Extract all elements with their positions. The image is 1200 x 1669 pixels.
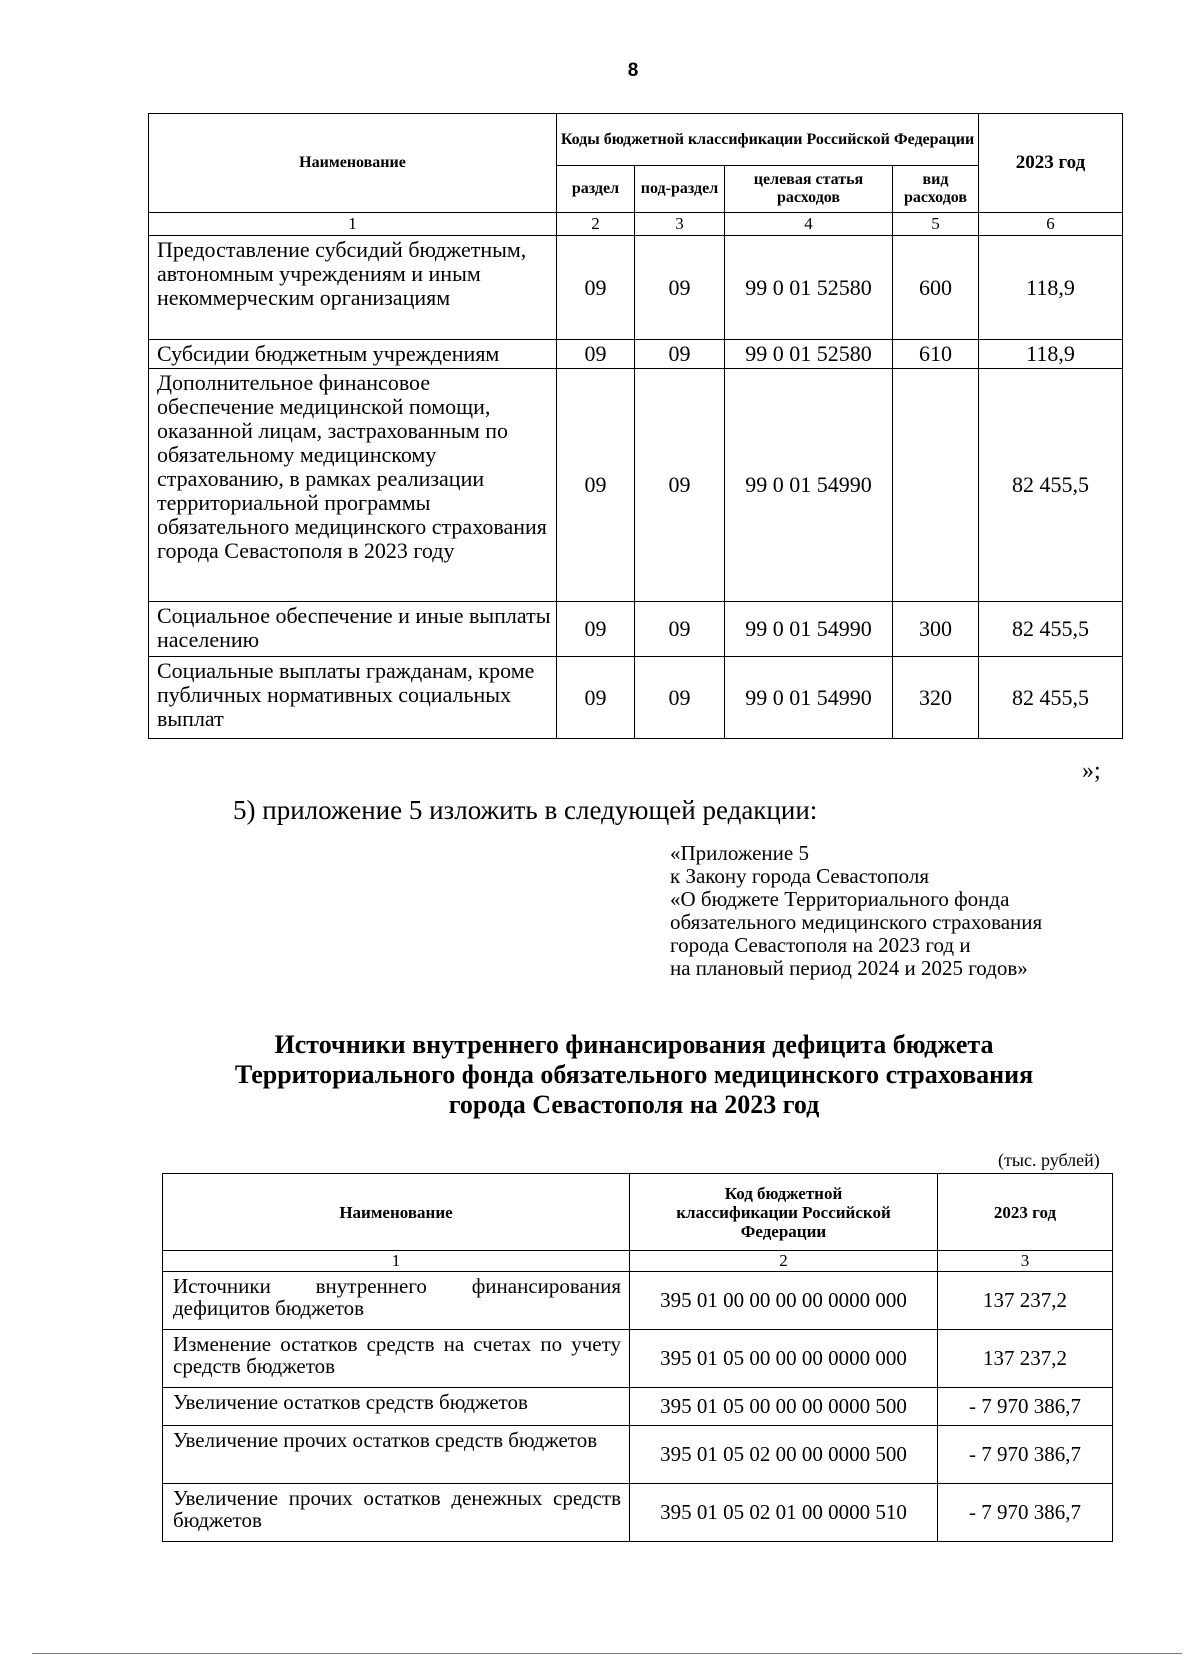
appendix-reference bbox=[670, 842, 1042, 980]
table-row bbox=[149, 602, 1123, 657]
column-number: 5 bbox=[893, 213, 979, 236]
header-codes-group: Коды бюджетной классификации Российской Федерации bbox=[557, 114, 979, 166]
row-name: Социальное обеспечение и иные выплаты населению bbox=[149, 602, 557, 657]
row-article: 99 0 01 54990 bbox=[725, 369, 893, 602]
row-name: Изменение остатков средств на счетах по учету средств бюджетов bbox=[163, 1330, 630, 1388]
row-type: 300 bbox=[893, 602, 979, 657]
row-type: 320 bbox=[893, 657, 979, 739]
row-name: Увеличение остатков средств бюджетов bbox=[163, 1388, 630, 1426]
row-type: 600 bbox=[893, 236, 979, 340]
row-article: 99 0 01 52580 bbox=[725, 340, 893, 369]
table-row bbox=[149, 236, 1123, 340]
header-expense-type: вид расходов bbox=[893, 166, 979, 213]
heading-line: Территориального фонда обязательного медицинского страхования bbox=[234, 1060, 1034, 1089]
row-amount: 137 237,2 bbox=[938, 1330, 1113, 1388]
row-code: 395 01 05 00 00 00 0000 000 bbox=[630, 1330, 938, 1388]
column-number: 1 bbox=[149, 213, 557, 236]
row-name: Увеличение прочих остатков средств бюджетов bbox=[163, 1426, 630, 1484]
row-code: 395 01 05 02 01 00 0000 510 bbox=[630, 1484, 938, 1542]
appendix-line: города Севастополя на 2023 год и bbox=[670, 933, 971, 957]
row-subsection: 09 bbox=[635, 340, 725, 369]
row-name: Увеличение прочих остатков денежных средств бюджетов bbox=[163, 1484, 630, 1542]
row-amount: 82 455,5 bbox=[979, 657, 1123, 739]
table-row bbox=[149, 369, 1123, 602]
column-number: 4 bbox=[725, 213, 893, 236]
table-row bbox=[149, 657, 1123, 739]
financing-sources-table bbox=[162, 1173, 1113, 1542]
row-amount: - 7 970 386,7 bbox=[938, 1484, 1113, 1542]
row-subsection: 09 bbox=[635, 236, 725, 340]
column-number: 2 bbox=[630, 1251, 938, 1272]
row-amount: 118,9 bbox=[979, 236, 1123, 340]
column-number: 3 bbox=[938, 1251, 1113, 1272]
row-name: Социальные выплаты гражданам, кроме публичных нормативных социальных выплат bbox=[149, 657, 557, 739]
header-target-article: целевая статья расходов bbox=[725, 166, 893, 213]
row-section: 09 bbox=[557, 602, 635, 657]
appendix-line: обязательного медицинского страхования bbox=[670, 910, 1043, 934]
heading-line: города Севастополя на 2023 год bbox=[448, 1090, 820, 1119]
table-row bbox=[149, 340, 1123, 369]
header-year: 2023 год bbox=[938, 1174, 1113, 1251]
header-section: раздел bbox=[557, 166, 635, 213]
heading-line: Источники внутреннего финансирования дефицита бюджета bbox=[274, 1030, 994, 1059]
column-number: 1 bbox=[163, 1251, 630, 1272]
header-subsection: под-раздел bbox=[635, 166, 725, 213]
table-row bbox=[163, 1426, 1113, 1484]
row-amount: - 7 970 386,7 bbox=[938, 1388, 1113, 1426]
column-number-row bbox=[149, 213, 1123, 236]
column-number-row bbox=[163, 1251, 1113, 1272]
row-amount: 82 455,5 bbox=[979, 369, 1123, 602]
row-section: 09 bbox=[557, 657, 635, 739]
table-row bbox=[163, 1272, 1113, 1330]
expenditure-table bbox=[148, 113, 1123, 739]
row-code: 395 01 05 00 00 00 0000 500 bbox=[630, 1388, 938, 1426]
row-section: 09 bbox=[557, 369, 635, 602]
appendix-line: «Приложение 5 bbox=[670, 841, 809, 865]
row-article: 99 0 01 54990 bbox=[725, 602, 893, 657]
row-article: 99 0 01 54990 bbox=[725, 657, 893, 739]
page-bottom-edge bbox=[32, 1653, 1182, 1654]
row-amount: 82 455,5 bbox=[979, 602, 1123, 657]
table-row bbox=[163, 1388, 1113, 1426]
section-heading bbox=[160, 1030, 1108, 1120]
column-number: 6 bbox=[979, 213, 1123, 236]
units-label: (тыс. рублей) bbox=[998, 1150, 1100, 1170]
instruction-text: 5) приложение 5 изложить в следующей редакции: bbox=[233, 795, 818, 825]
header-name: Наименование bbox=[163, 1174, 630, 1251]
row-subsection: 09 bbox=[635, 602, 725, 657]
row-code: 395 01 05 02 00 00 0000 500 bbox=[630, 1426, 938, 1484]
column-number: 3 bbox=[635, 213, 725, 236]
row-name: Дополнительное финансовое обеспечение медицинской помощи, оказанной лицам, застрахованным по обязательному медицинскому страхованию, в рамках реализации территориальной программы обязательного медицинского страхования города Севастополя в 2023 году bbox=[149, 369, 557, 602]
row-amount: 118,9 bbox=[979, 340, 1123, 369]
row-section: 09 bbox=[557, 236, 635, 340]
table-row bbox=[163, 1330, 1113, 1388]
row-amount: 137 237,2 bbox=[938, 1272, 1113, 1330]
row-article: 99 0 01 52580 bbox=[725, 236, 893, 340]
row-subsection: 09 bbox=[635, 369, 725, 602]
row-code: 395 01 00 00 00 00 0000 000 bbox=[630, 1272, 938, 1330]
page-number: 8 bbox=[627, 60, 639, 81]
row-type: 610 bbox=[893, 340, 979, 369]
row-name: Предоставление субсидий бюджетным, автономным учреждениям и иным некоммерческим организациям bbox=[149, 236, 557, 340]
header-code: Код бюджетной классификации Российской Федерации bbox=[630, 1174, 938, 1251]
row-amount: - 7 970 386,7 bbox=[938, 1426, 1113, 1484]
header-name: Наименование bbox=[149, 114, 557, 213]
row-name: Источники внутреннего финансирования дефицитов бюджетов bbox=[163, 1272, 630, 1330]
row-section: 09 bbox=[557, 340, 635, 369]
appendix-line: на плановый период 2024 и 2025 годов» bbox=[670, 956, 1028, 980]
appendix-line: «О бюджете Территориального фонда bbox=[670, 887, 1010, 911]
table-row bbox=[163, 1484, 1113, 1542]
header-year: 2023 год bbox=[979, 114, 1123, 213]
row-subsection: 09 bbox=[635, 657, 725, 739]
row-type bbox=[893, 369, 979, 602]
appendix-line: к Закону города Севастополя bbox=[670, 864, 930, 888]
row-name: Субсидии бюджетным учреждениям bbox=[149, 340, 557, 369]
closing-quote: »; bbox=[1082, 758, 1101, 784]
column-number: 2 bbox=[557, 213, 635, 236]
